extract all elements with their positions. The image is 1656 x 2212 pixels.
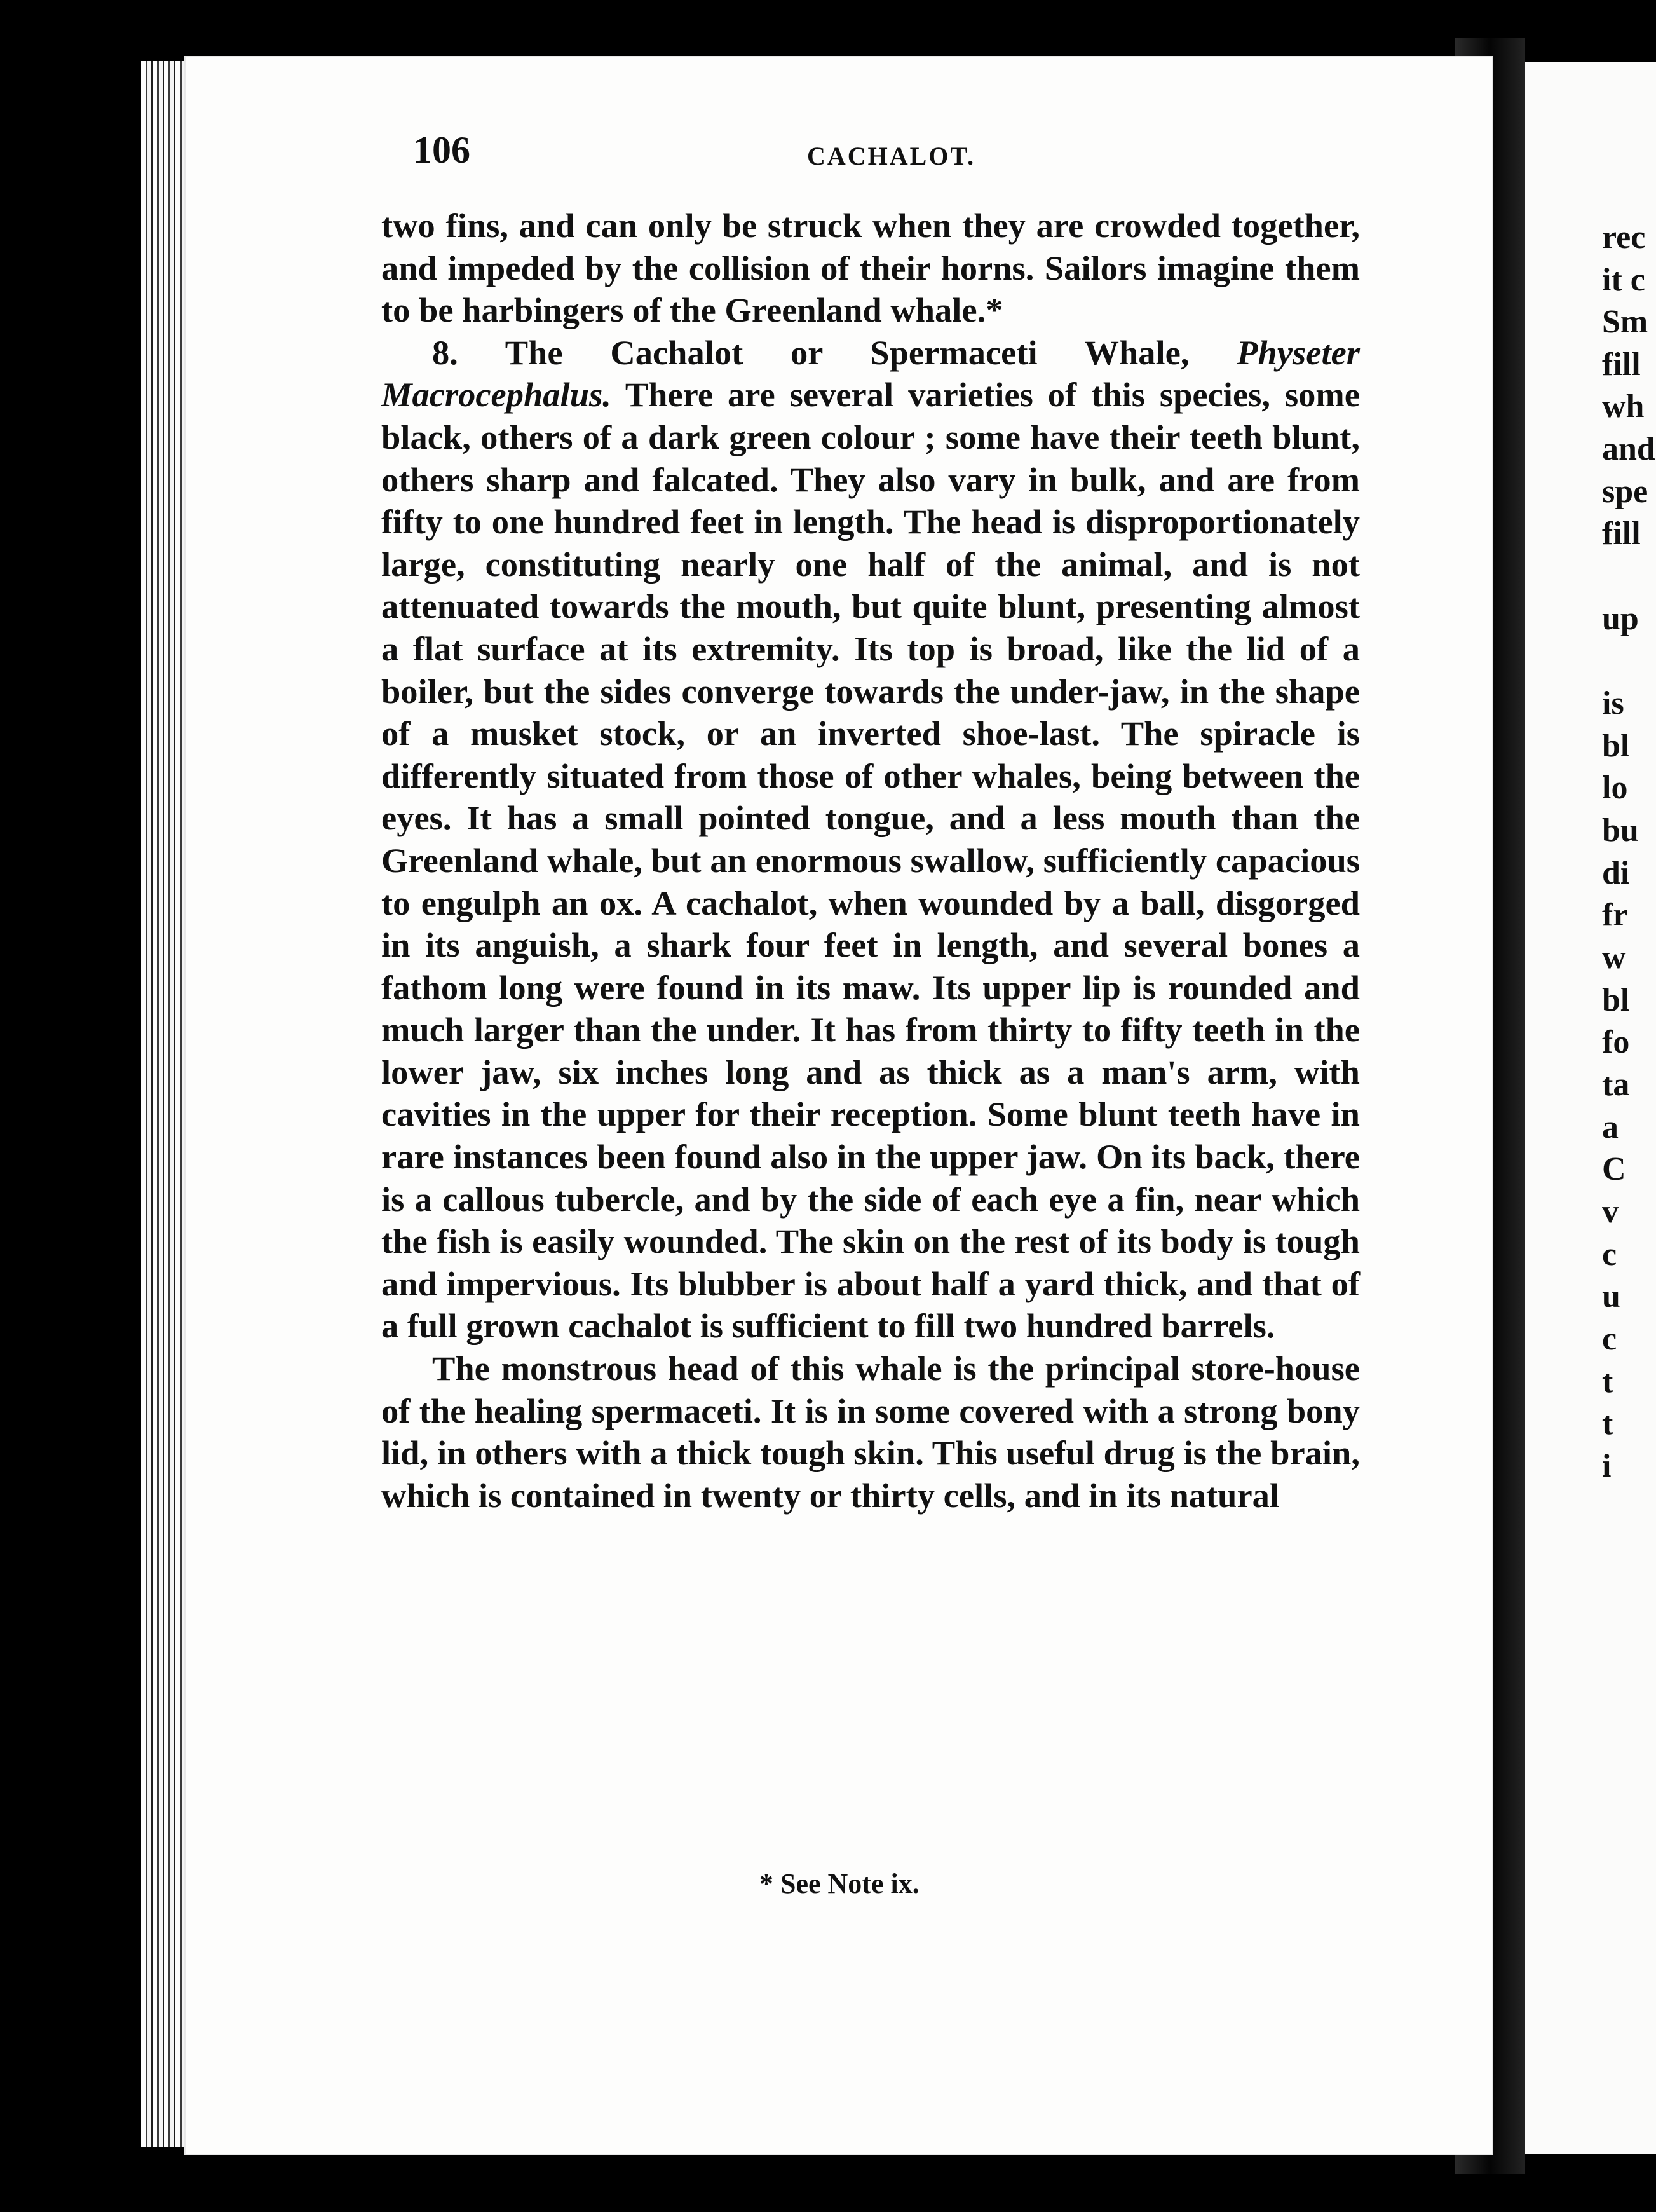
facing-page-fragment: spe [1602,474,1648,510]
facing-page-fragment: bu [1602,812,1639,849]
facing-page-fragment: fo [1602,1024,1630,1060]
facing-page-fragment: fill [1602,515,1641,552]
facing-page-fragment: is [1602,685,1624,721]
species-name: Physeter Macrocephalus. [381,332,1360,414]
facing-page-fragment: C [1602,1151,1626,1187]
facing-page-fragment: di [1602,855,1630,891]
footnote-reference: * See Note ix. [759,1868,920,1899]
paragraph-2-text: There are several varieties of this species, some black, others of a dark green colour ; some have their teeth blunt, others sharp and falcated. They also vary in bulk, and are from fifty to one hundred feet in length. The head is disproportionately large, constituting nearly one half of the animal, and is not attenuated towards the mouth, but quite blunt, presenting almost a flat surface at its extremity. Its top is broad, like the lid of a boiler, but the sides converge towards the under-jaw, in the shape of a musket stock, or an inverted shoe-last. The spiracle is differently situated from those of other whales, being between the eyes. It has a small pointed tongue, and a less mouth than the Greenland whale, but an enormous swallow, sufficiently capacious to engulph an ox. A cachalot, when wounded by a ball, disgorged in its anguish, a shark four feet in length, and several bones a fathom long were found in its maw. Its upper lip is rounded and much larger than the under. It has from thirty to fifty teeth in the lower jaw, six inches long and as thick as a man's arm, with cavities in the upper for their reception. Some blunt teeth have in rare instances been found also in the upper jaw. On its back, there is a callous tubercle, and by the side of each eye a fin, near which the fish is easily wounded. The skin on the rest of its body is tough and impervious. Its blubber is about half a yard thick, and that of a full grown cachalot is sufficient to fill two hundred barrels. [381,375,1360,1346]
paragraph-2 [381,332,1360,1348]
paragraph-1: two fins, and can only be struck when they are crowded together, and impeded by the collision of their horns. Sailors imagine them to be harbingers of the Greenland whale.* [381,206,1360,330]
facing-page-fragment: v [1602,1194,1619,1230]
facing-page-fragment: u [1602,1278,1620,1314]
facing-page-fragment: Sm [1602,304,1648,340]
facing-page-fragment: lo [1602,770,1628,806]
facing-page-fragment: bl [1602,728,1630,764]
paragraph-3: The monstrous head of this whale is the principal store-house of the healing spermaceti. It is in some covered with a strong bony lid, in others with a thick tough skin. This useful drug is the brain, which is contained in twenty or thirty cells, and in its natural [381,1349,1360,1515]
body-text [381,205,1360,1517]
facing-page-fragment: i [1602,1448,1612,1484]
facing-page-fragment: up [1602,601,1639,637]
facing-page-fragment: fill [1602,346,1641,383]
facing-page-fragment: a [1602,1109,1619,1145]
facing-page-fragment: rec [1602,219,1646,256]
facing-page-fragment: ta [1602,1067,1630,1103]
facing-page-fragment: wh [1602,388,1645,425]
facing-page-fragment: and [1602,431,1655,467]
facing-page-fragment: c [1602,1321,1617,1357]
facing-page-fragment: t [1602,1405,1613,1442]
facing-page-fragment: bl [1602,982,1630,1018]
facing-page-fragment: c [1602,1236,1617,1273]
facing-page-fragment: fr [1602,897,1628,933]
paragraph-2-lead: 8. The Cachalot or Spermaceti Whale, [432,332,1237,372]
facing-page-fragment: t [1602,1363,1613,1400]
facing-page-fragment: it c [1602,262,1645,298]
running-title: CACHALOT. [807,142,976,170]
facing-page-fragment: w [1602,939,1626,976]
page-number: 106 [413,129,470,171]
